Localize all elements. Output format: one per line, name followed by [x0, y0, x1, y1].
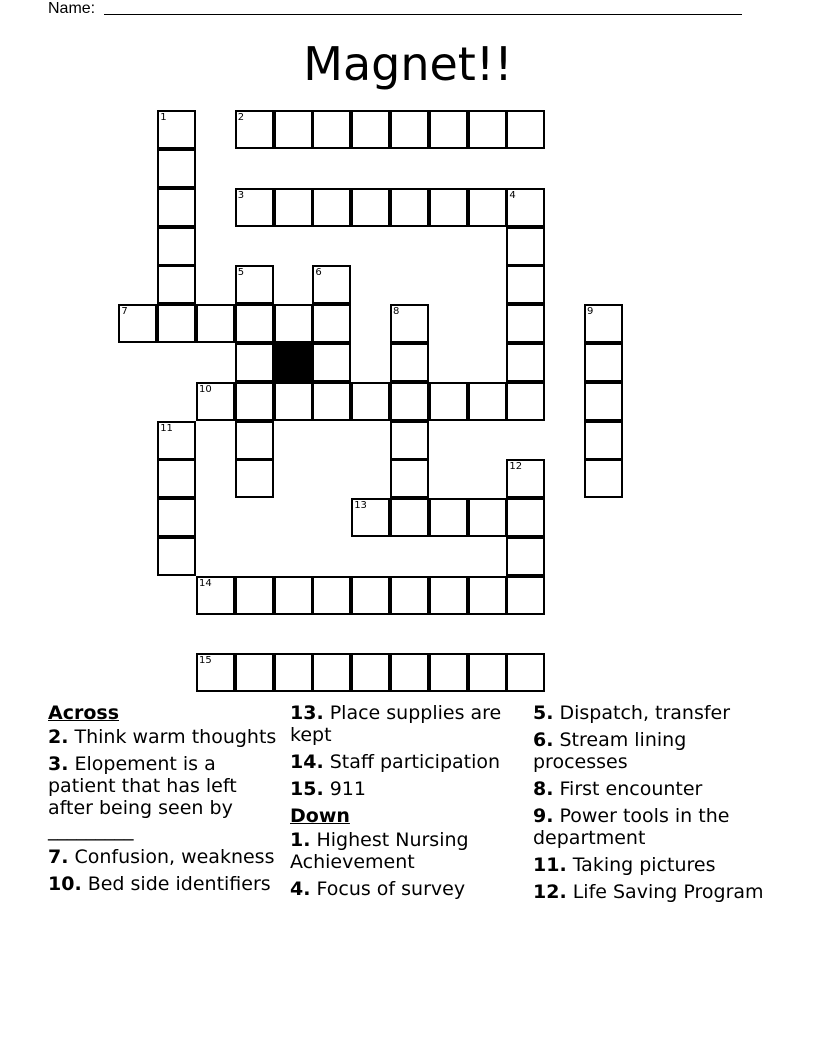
clue-text: Taking pictures	[566, 854, 716, 876]
grid-cell[interactable]	[506, 110, 545, 149]
grid-cell[interactable]	[157, 110, 196, 149]
grid-cell[interactable]	[312, 343, 351, 382]
clue-text: First encounter	[553, 778, 703, 800]
grid-cell[interactable]	[390, 576, 429, 615]
clue-text: Elopement is a patient that has left after being seen by _________	[48, 753, 237, 841]
clue-number-label: 4.	[290, 878, 311, 900]
name-label: Name:	[48, 0, 96, 17]
grid-cell[interactable]	[157, 227, 196, 266]
clue-item	[533, 778, 773, 800]
grid-cell[interactable]	[274, 653, 313, 692]
grid-cell[interactable]	[157, 265, 196, 304]
grid-cell[interactable]	[506, 227, 545, 266]
clue-text: Focus of survey	[310, 878, 466, 900]
grid-cell[interactable]	[584, 343, 623, 382]
grid-cell[interactable]	[506, 576, 545, 615]
clue-number-label: 13.	[290, 702, 324, 724]
grid-cell[interactable]	[312, 382, 351, 421]
clue-number: 13	[354, 500, 367, 512]
grid-cell[interactable]	[468, 576, 507, 615]
grid-cell[interactable]	[351, 188, 390, 227]
grid-cell[interactable]	[351, 653, 390, 692]
clue-text: Think warm thoughts	[68, 726, 277, 748]
grid-cell[interactable]	[351, 110, 390, 149]
clue-item	[533, 702, 773, 724]
grid-cell[interactable]	[506, 382, 545, 421]
clue-text: Stream lining processes	[533, 729, 687, 773]
grid-cell[interactable]	[118, 304, 157, 343]
clue-number: 1	[160, 112, 167, 124]
clue-number: 3	[237, 189, 245, 201]
grid-cell[interactable]	[506, 304, 545, 343]
clue-text: Life Saving Program	[566, 881, 764, 903]
clue-item	[290, 751, 522, 773]
grid-cell[interactable]	[468, 653, 507, 692]
grid-cell[interactable]	[312, 110, 351, 149]
grid-cell[interactable]	[157, 304, 196, 343]
grid-cell[interactable]	[390, 343, 429, 382]
grid-cell[interactable]	[157, 188, 196, 227]
grid-cell[interactable]	[584, 421, 623, 460]
grid-cell[interactable]	[584, 382, 623, 421]
grid-cell[interactable]	[584, 304, 623, 343]
grid-cell[interactable]	[506, 653, 545, 692]
clue-number: 5	[237, 267, 245, 279]
grid-cell[interactable]	[429, 576, 468, 615]
grid-cell[interactable]	[312, 304, 351, 343]
grid-cell[interactable]	[429, 653, 468, 692]
clue-text: Confusion, weakness	[68, 846, 275, 868]
grid-cell[interactable]	[584, 459, 623, 498]
grid-cell[interactable]	[274, 304, 313, 343]
clue-number-label: 10.	[48, 873, 82, 895]
grid-cell[interactable]	[390, 653, 429, 692]
grid-cell[interactable]	[274, 382, 313, 421]
clue-text: 911	[323, 778, 366, 800]
clue-number: 4	[509, 189, 516, 201]
clue-number: 11	[160, 422, 173, 434]
clue-number-label: 6.	[533, 729, 554, 751]
clue-item	[533, 729, 773, 773]
clue-number-label: 5.	[533, 702, 554, 724]
clue-text: Place supplies are kept	[290, 702, 502, 746]
clue-text: Dispatch, transfer	[553, 702, 731, 724]
clue-number: 9	[587, 306, 594, 318]
clue-number-label: 7.	[48, 846, 69, 868]
grid-cell[interactable]	[312, 576, 351, 615]
clue-number-label: 14.	[290, 751, 324, 773]
grid-cell[interactable]	[196, 653, 235, 692]
clues-column-1	[48, 702, 278, 900]
grid-cell[interactable]	[390, 304, 429, 343]
grid-cell[interactable]	[312, 653, 351, 692]
grid-cell[interactable]	[157, 459, 196, 498]
clue-item	[533, 854, 773, 876]
grid-cell[interactable]	[506, 343, 545, 382]
grid-cell[interactable]	[429, 110, 468, 149]
down-heading: Down	[290, 805, 350, 827]
grid-cell[interactable]	[235, 265, 274, 304]
clue-item	[533, 881, 773, 903]
grid-cell[interactable]	[468, 188, 507, 227]
grid-cell[interactable]	[390, 188, 429, 227]
clue-number: 7	[121, 306, 128, 318]
grid-cell[interactable]	[429, 188, 468, 227]
clue-number: 8	[393, 306, 400, 318]
black-cell	[274, 343, 313, 382]
clue-item	[48, 846, 278, 868]
clue-item	[48, 753, 278, 841]
grid-cell[interactable]	[312, 265, 351, 304]
clues-column-3	[533, 702, 773, 908]
grid-cell[interactable]	[235, 576, 274, 615]
grid-cell[interactable]	[157, 537, 196, 576]
clue-number: 12	[509, 461, 523, 473]
grid-cell[interactable]	[196, 576, 235, 615]
grid-cell[interactable]	[235, 382, 274, 421]
grid-cell[interactable]	[506, 537, 545, 576]
clue-item	[290, 829, 522, 873]
grid-cell[interactable]	[429, 382, 468, 421]
grid-cell[interactable]	[235, 653, 274, 692]
grid-cell[interactable]	[157, 421, 196, 460]
grid-cell[interactable]	[196, 304, 235, 343]
clue-item	[533, 805, 773, 849]
clue-item	[290, 702, 522, 746]
grid-cell[interactable]	[235, 110, 274, 149]
grid-cell[interactable]	[235, 459, 274, 498]
grid-cell[interactable]	[468, 382, 507, 421]
clue-number: 14	[199, 577, 212, 589]
clue-number-label: 1.	[290, 829, 311, 851]
grid-cell[interactable]	[157, 498, 196, 537]
clue-number: 15	[199, 655, 212, 667]
grid-cell[interactable]	[506, 188, 545, 227]
clue-number: 6	[315, 267, 322, 279]
grid-cell[interactable]	[235, 421, 274, 460]
clue-item	[290, 778, 522, 800]
clue-number-label: 8.	[533, 778, 554, 800]
clue-number-label: 11.	[533, 854, 567, 876]
clue-number-label: 9.	[533, 805, 554, 827]
clue-number: 10	[199, 383, 212, 395]
grid-cell[interactable]	[157, 149, 196, 188]
grid-cell[interactable]	[468, 498, 507, 537]
grid-cell[interactable]	[274, 110, 313, 149]
clue-text: Bed side identifiers	[81, 873, 271, 895]
clue-text: Power tools in the department	[533, 805, 730, 849]
clue-number-label: 3.	[48, 753, 69, 775]
grid-cell[interactable]	[390, 110, 429, 149]
clue-number: 2	[237, 112, 245, 124]
clue-item	[290, 878, 522, 900]
clue-text: Highest Nursing Achievement	[290, 829, 469, 873]
grid-cell[interactable]	[235, 343, 274, 382]
grid-cell[interactable]	[351, 498, 390, 537]
grid-cell[interactable]	[274, 188, 313, 227]
grid-cell[interactable]	[390, 382, 429, 421]
grid-cell[interactable]	[390, 498, 429, 537]
grid-cell[interactable]	[196, 382, 235, 421]
grid-cell[interactable]	[506, 265, 545, 304]
grid-cell[interactable]	[468, 110, 507, 149]
clue-text: Staff participation	[323, 751, 501, 773]
clue-item	[48, 873, 278, 895]
across-heading: Across	[48, 702, 120, 724]
grid-cell[interactable]	[429, 498, 468, 537]
grid-cell[interactable]	[390, 459, 429, 498]
grid-cell[interactable]	[506, 498, 545, 537]
grid-cell[interactable]	[274, 576, 313, 615]
grid-cell[interactable]	[351, 576, 390, 615]
clue-item	[48, 726, 278, 748]
grid-cell[interactable]	[235, 304, 274, 343]
clue-number-label: 2.	[48, 726, 69, 748]
grid-cell[interactable]	[312, 188, 351, 227]
clue-number-label: 12.	[533, 881, 567, 903]
grid-cell[interactable]	[235, 188, 274, 227]
clue-number-label: 15.	[290, 778, 324, 800]
clues-column-2	[290, 702, 522, 905]
puzzle-title: Magnet!!	[303, 37, 513, 91]
grid-cell[interactable]	[351, 382, 390, 421]
grid-cell[interactable]	[506, 459, 545, 498]
grid-cell[interactable]	[390, 421, 429, 460]
